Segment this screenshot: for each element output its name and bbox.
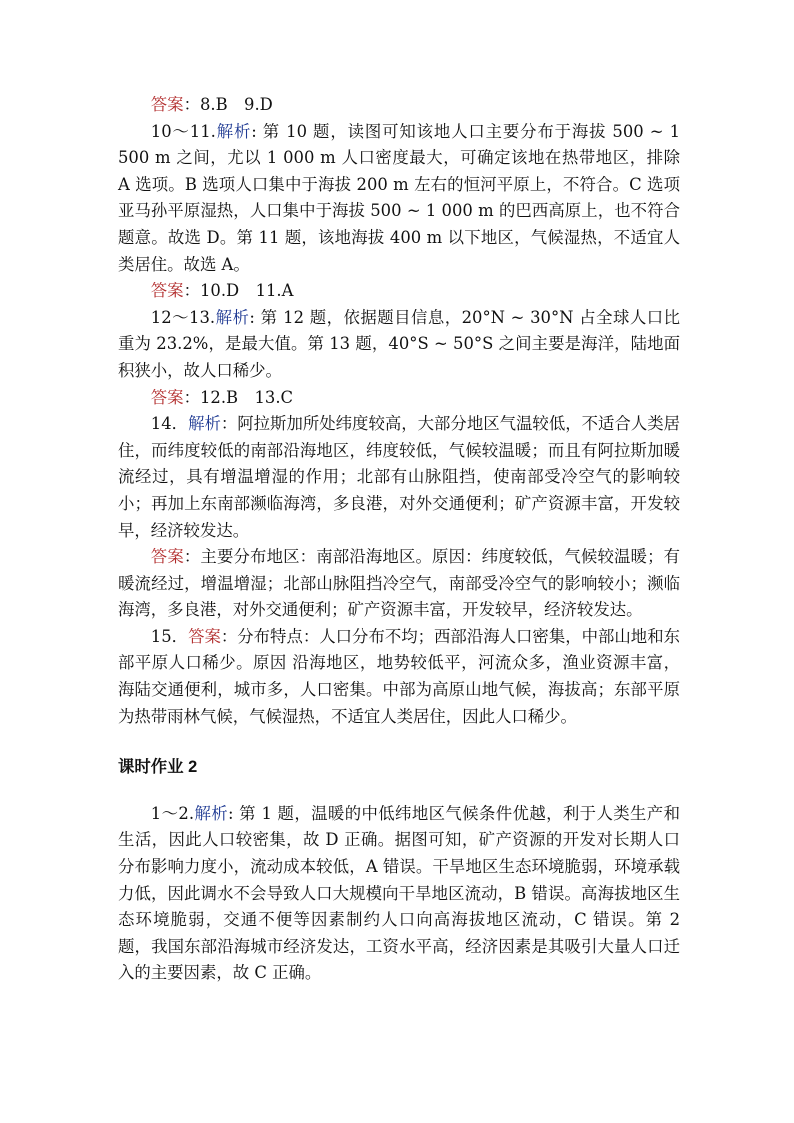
analysis-text: : 第 10 题，读图可知该地人口主要分布于海拔 500 ~ 1 500 m 之间，尤以 1 000 m 人口密度最大，可确定该地在热带地区，排除 A 选项。B 选项人口集中于海拔 200 m 左右的恒河平原上，不符合。C 选项亚马孙平原湿热，人口集中于海拔 500 ~ 1 000 m 的巴西高原上，也不符合题意。故选 D。第 11 题，该地海拔 400 m 以下地区，气候湿热，不适宜人类居住。故选 A。 <box>118 121 680 274</box>
section-title: 课时作业 2 <box>118 758 198 777</box>
analysis-text: : 第 1 题，温暖的中低纬地区气候条件优越，利于人类生产和生活，因此人口较密集，故 D 正确。据图可知，矿产资源的开发对长期人口分布影响力度小，流动成本较低，A 错误。干旱地区生态环境脆弱，环境承载力低，因此调水不会导致人口大规模向干旱地区流动，B 错误。高海拔地区生态环境脆弱，交通不便等因素制约人口向高海拔地区流动，C 错误。第 2 题，我国东部沿海城市经济发达，工资水平高，经济因素是其吸引大量人口迁入的主要因素，故 C 正确。 <box>118 803 680 983</box>
answer-label: 答案 <box>188 626 221 646</box>
analysis-10-11 <box>118 119 680 279</box>
answer-8-9 <box>118 92 680 119</box>
answer-label: 答案 <box>150 95 184 114</box>
analysis-label: 解析 <box>215 121 252 141</box>
answer-text: ：主要分布地区：南部沿海地区。原因：纬度较低，气候较温暖；有暖流经过，增温增湿；北部山脉阻挡冷空气，南部受冷空气的影响较小；濒临海湾，多良港，对外交通便利；矿产资源丰富，开发较早，经济较发达。 <box>118 547 681 620</box>
document-page <box>118 92 680 987</box>
analysis-1-2 <box>118 801 680 987</box>
analysis-14 <box>118 411 680 544</box>
analysis-label: 解析 <box>215 307 250 327</box>
analysis-text: : 第 12 题，依据题目信息，20°N ~ 30°N 占全球人口比重为 23.2%，是最大值。第 13 题，40°S ~ 50°S 之间主要是海洋，陆地面积狭小，故人口稀少。 <box>118 307 680 380</box>
analysis-label: 解析 <box>194 803 229 823</box>
question-number: 1～2. <box>150 803 195 823</box>
answer-label: 答案 <box>150 281 184 301</box>
analysis-12-13 <box>118 305 680 385</box>
answer-text: ：8.B 9.D <box>183 95 273 114</box>
answer-text: ：10.D 11.A <box>183 281 294 301</box>
answer-12-13 <box>118 385 680 412</box>
answer-text: ：分布特点：人口分布不均；西部沿海人口密集，中部山地和东部平原人口稀少。原因 沿海地区，地势较低平，河流众多，渔业资源丰富，海陆交通便利，城市多，人口密集。中部为高原山地气候，海拔高；东部平原为热带雨林气候，气候湿热，不适宜人类居住，因此人口稀少。 <box>118 626 680 726</box>
question-number: 10～11. <box>150 121 216 141</box>
answer-label: 答案 <box>150 547 184 567</box>
answer-10-11 <box>118 278 680 305</box>
question-number: 15． <box>150 626 189 646</box>
answer-label: 答案 <box>150 387 184 407</box>
analysis-label: 解析 <box>188 414 221 434</box>
question-number: 12～13. <box>150 307 216 327</box>
answer-text: ：12.B 13.C <box>183 387 294 407</box>
answer-15 <box>118 624 680 730</box>
answer-14 <box>118 544 680 624</box>
question-number: 14． <box>150 414 189 434</box>
analysis-text: ：阿拉斯加所处纬度较高，大部分地区气温较低，不适合人类居住，而纬度较低的南部沿海地区，纬度较低，气候较温暖；而且有阿拉斯加暖流经过，具有增温增湿的作用；北部有山脉阻挡，使南部受冷空气的影响较小；再加上东南部濒临海湾，多良港，对外交通便利；矿产资源丰富，开发较早，经济较发达。 <box>118 414 680 540</box>
